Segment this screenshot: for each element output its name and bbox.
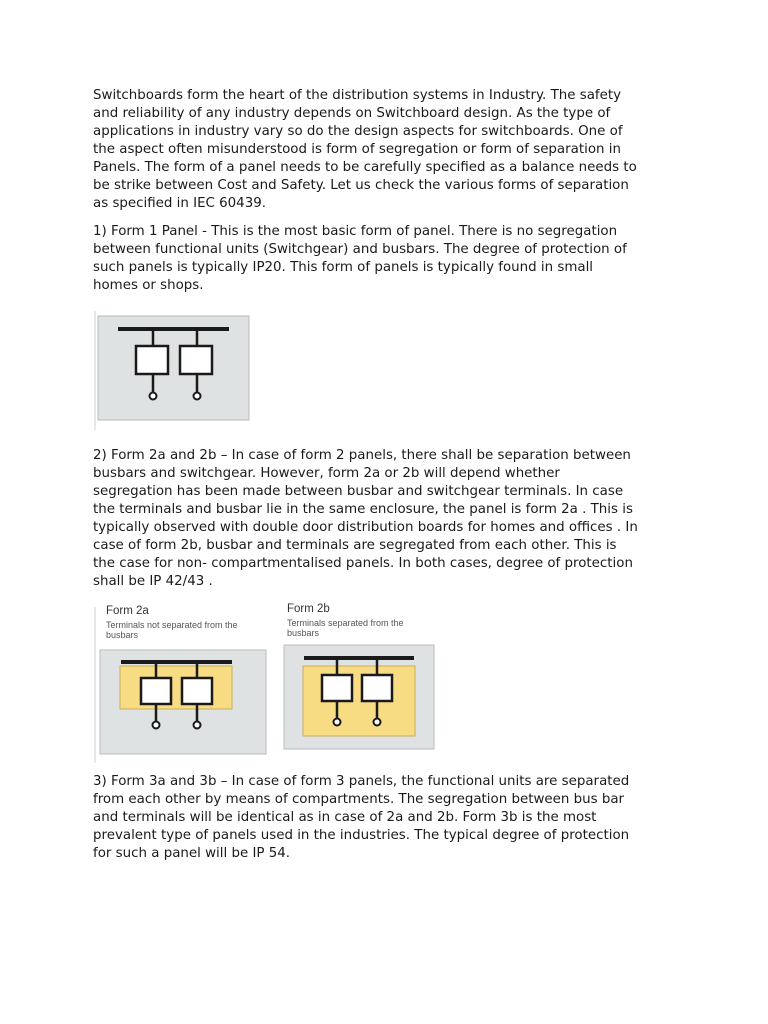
terminal	[153, 722, 160, 729]
intro-paragraph: Switchboards form the heart of the distribution systems in Industry. The safety and reliability of any industry depends on Switchboard design. As the type of applications in industry vary so do the design aspects for switchboards. One of the aspect often misunderstood is form of segregation or form of separation in Panels. The form of a panel needs to be carefully specified as a balance needs to be strike between Cost and Safety. Let us check the various forms of separation as specified in IEC 60439.	[93, 88, 637, 211]
segregated-area	[303, 666, 415, 736]
functional-unit	[182, 678, 212, 704]
form2a-caption: Terminals not separated from the busbars	[106, 620, 238, 640]
terminal	[150, 393, 157, 400]
terminal	[374, 719, 381, 726]
form1-schematic	[93, 310, 265, 430]
panel-enclosure	[98, 316, 249, 420]
form2-paragraph: 2) Form 2a and 2b – In case of form 2 panels, there shall be separation between busbars and switchgear. However, form 2a or 2b will depend whether segregation has been made between busbar and switchgear terminals. In case the terminals and busbar lie in the same enclosure, the panel is form 2a . This is typically observed with double door distribution boards for homes and offices . In case of form 2b, busbar and terminals are segregated from each other. This is the case for non- compartmentalised panels. In both cases, degree of protection shall be IP 42/43 .	[93, 448, 638, 589]
segregated-area	[120, 666, 232, 709]
functional-unit	[322, 675, 352, 701]
form2a-diagram	[93, 603, 273, 763]
form2b-caption: Terminals separated from the busbars	[287, 618, 404, 638]
form1-paragraph: 1) Form 1 Panel - This is the most basic form of panel. There is no segregation between functional units (Switchgear) and busbars. The degree of protection of such panels is typically IP20. This form of panels is typically found in small homes or shops.	[93, 224, 627, 293]
functional-unit	[362, 675, 392, 701]
functional-unit	[141, 678, 171, 704]
form2a-title: Form 2a	[106, 605, 149, 617]
form3-paragraph: 3) Form 3a and 3b – In case of form 3 panels, the functional units are separated from each other by means of compartments. The segregation between bus bar and terminals will be identical as in case of 2a and 2b. Form 3b is the most prevalent type of panels used in the industries. The typical degree of protection for such a panel will be IP 54.	[93, 774, 630, 861]
form1-diagram	[93, 310, 265, 430]
form2b-title: Form 2b	[287, 603, 330, 615]
functional-unit	[136, 346, 168, 374]
functional-unit	[180, 346, 212, 374]
terminal	[334, 719, 341, 726]
form2b-diagram	[280, 603, 445, 753]
terminal	[194, 393, 201, 400]
terminal	[194, 722, 201, 729]
